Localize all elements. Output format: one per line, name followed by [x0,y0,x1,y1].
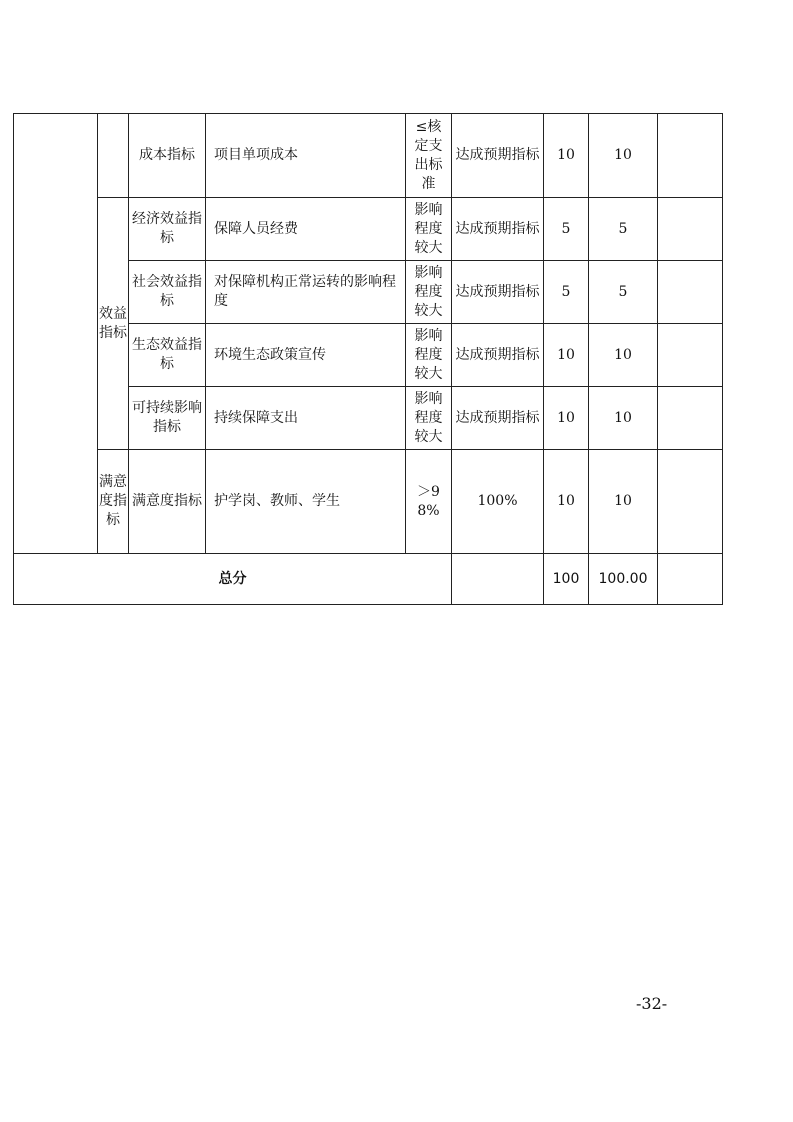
indicator-value-cell: 影响程度较大 [406,198,452,261]
score-cell: 10 [589,450,658,554]
remark-cell [658,387,723,450]
actual-value-cell: 达成预期指标 [452,114,544,198]
weight-cell: 5 [544,261,589,324]
benefit-category-cell [98,198,129,450]
content-cell: 护学岗、教师、学生 [206,450,406,554]
indicator-value-cell: 影响程度较大 [406,261,452,324]
remark-cell [658,114,723,198]
remark-cell [658,324,723,387]
total-remark-cell [658,554,723,605]
actual-value-cell: 达成预期指标 [452,198,544,261]
actual-value-cell: 100% [452,450,544,554]
subcategory-cell: 可持续影响指标 [129,387,206,450]
score-cell: 10 [589,387,658,450]
subcategory-cell: 经济效益指标 [129,198,206,261]
score-cell: 10 [589,114,658,198]
subcategory-cell: 满意度指标 [129,450,206,554]
content-cell: 持续保障支出 [206,387,406,450]
content-cell: 对保障机构正常运转的影响程度 [206,261,406,324]
content-cell: 项目单项成本 [206,114,406,198]
performance-table [13,113,723,605]
benefit-category-label: 效益指标 [99,305,127,341]
total-label: 总分 [14,554,452,605]
score-cell: 5 [589,261,658,324]
level2-category-cell [98,114,129,198]
satisfaction-category-cell [98,450,129,554]
remark-cell [658,198,723,261]
indicator-value-cell: ≤核定支出标准 [406,114,452,198]
total-row [14,554,723,605]
actual-value-cell: 达成预期指标 [452,261,544,324]
subcategory-cell: 社会效益指标 [129,261,206,324]
weight-cell: 10 [544,387,589,450]
table-row [14,114,723,198]
weight-cell: 10 [544,324,589,387]
subcategory-cell: 生态效益指标 [129,324,206,387]
weight-cell: 10 [544,114,589,198]
level1-category-cell [14,114,98,554]
score-cell: 5 [589,198,658,261]
total-actual-cell [452,554,544,605]
content-cell: 环境生态政策宣传 [206,324,406,387]
remark-cell [658,450,723,554]
page-number: -32- [636,994,668,1013]
total-weight: 100 [544,554,589,605]
indicator-value-cell: 影响程度较大 [406,324,452,387]
remark-cell [658,261,723,324]
actual-value-cell: 达成预期指标 [452,387,544,450]
total-score: 100.00 [589,554,658,605]
satisfaction-category-label: 满意度指标 [99,474,127,528]
actual-value-cell: 达成预期指标 [452,324,544,387]
weight-cell: 5 [544,198,589,261]
subcategory-cell: 成本指标 [129,114,206,198]
table-row [14,450,723,554]
score-cell: 10 [589,324,658,387]
indicator-value-cell: 影响程度较大 [406,387,452,450]
content-cell: 保障人员经费 [206,198,406,261]
indicator-value-cell: ＞98% [406,450,452,554]
table-row [14,198,723,261]
weight-cell: 10 [544,450,589,554]
